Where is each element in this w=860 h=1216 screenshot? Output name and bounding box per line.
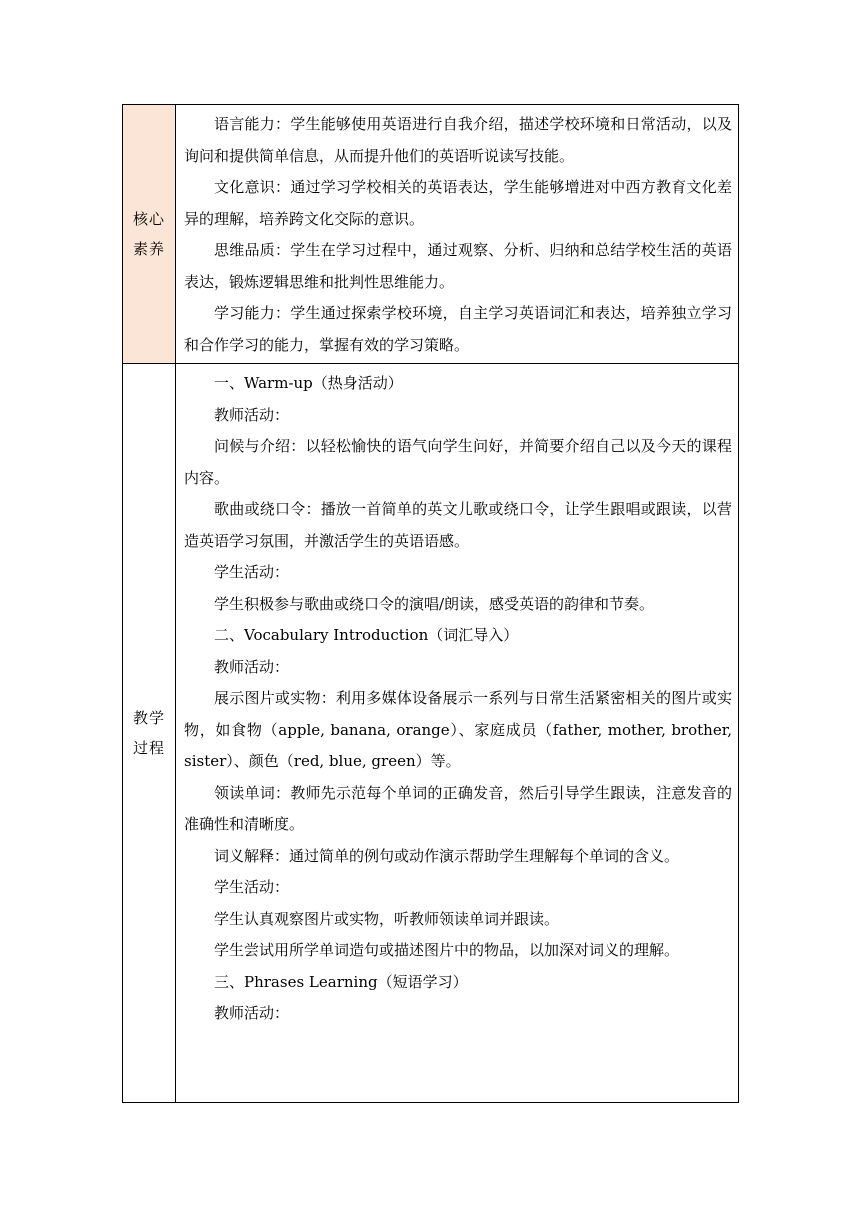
teaching-process-content (176, 364, 739, 1103)
process-paragraph: 学生认真观察图片或实物，听教师领读单词并跟读。 (214, 909, 560, 928)
core-literacy-label: 核心素养 (133, 210, 166, 258)
lesson-plan-table (122, 104, 739, 1103)
process-paragraph: 领读单词：教师先示范每个单词的正确发音，然后引导学生跟读，注意发音的准确性和清晰度。 (184, 783, 732, 833)
teacher-activity-label: 教师活动： (214, 657, 290, 676)
core-literacy-label-cell (123, 105, 176, 364)
teaching-process-label: 教学过程 (133, 709, 166, 757)
student-activity-label: 学生活动： (214, 563, 290, 581)
process-paragraph: 学生尝试用所学单词造句或描述图片中的物品，以加深对词义的理解。 (214, 941, 680, 959)
core-paragraph-thinking: 思维品质：学生在学习过程中，通过观察、分析、归纳和总结学校生活的英语表达，锻炼逻辑思维和批判性思维能力。 (184, 241, 732, 291)
core-paragraph-culture: 文化意识：通过学习学校相关的英语表达，学生能够增进对中西方教育文化差异的理解，培养跨文化交际的意识。 (184, 178, 732, 228)
process-paragraph: 展示图片或实物：利用多媒体设备展示一系列与日常生活紧密相关的图片或实物，如食物（apple, banana, orange）、家庭成员（father, mother, brother, sister）、颜色（red, blue, green）等。 (184, 689, 732, 770)
teaching-process-label-cell (123, 364, 176, 1103)
teaching-process-row (123, 364, 739, 1103)
core-paragraph-learning: 学习能力：学生通过探索学校环境，自主学习英语词汇和表达，培养独立学习和合作学习的能力，掌握有效的学习策略。 (184, 304, 732, 354)
student-activity-label: 学生活动： (214, 878, 290, 896)
process-paragraph: 学生积极参与歌曲或绕口令的演唱/朗读，感受英语的韵律和节奏。 (214, 594, 655, 613)
teacher-activity-label: 教师活动： (214, 1004, 290, 1022)
core-literacy-row (123, 105, 739, 364)
process-paragraph: 问候与介绍：以轻松愉快的语气向学生问好，并简要介绍自己以及今天的课程内容。 (184, 437, 732, 487)
process-paragraph: 词义解释：通过简单的例句或动作演示帮助学生理解每个单词的含义。 (214, 846, 680, 865)
process-paragraph: 歌曲或绕口令：播放一首简单的英文儿歌或绕口令，让学生跟唱或跟读，以营造英语学习氛围，并激活学生的英语语感。 (184, 500, 732, 550)
section-heading-vocabulary: 二、Vocabulary Introduction（词汇导入） (214, 626, 519, 644)
teacher-activity-label: 教师活动： (214, 405, 290, 424)
core-paragraph-language: 语言能力：学生能够使用英语进行自我介绍，描述学校环境和日常活动，以及询问和提供简单信息，从而提升他们的英语听说读写技能。 (184, 115, 732, 165)
core-literacy-content (176, 105, 739, 364)
section-heading-warmup: 一、Warm-up（热身活动） (214, 374, 403, 392)
section-heading-phrases: 三、Phrases Learning（短语学习） (214, 972, 468, 991)
